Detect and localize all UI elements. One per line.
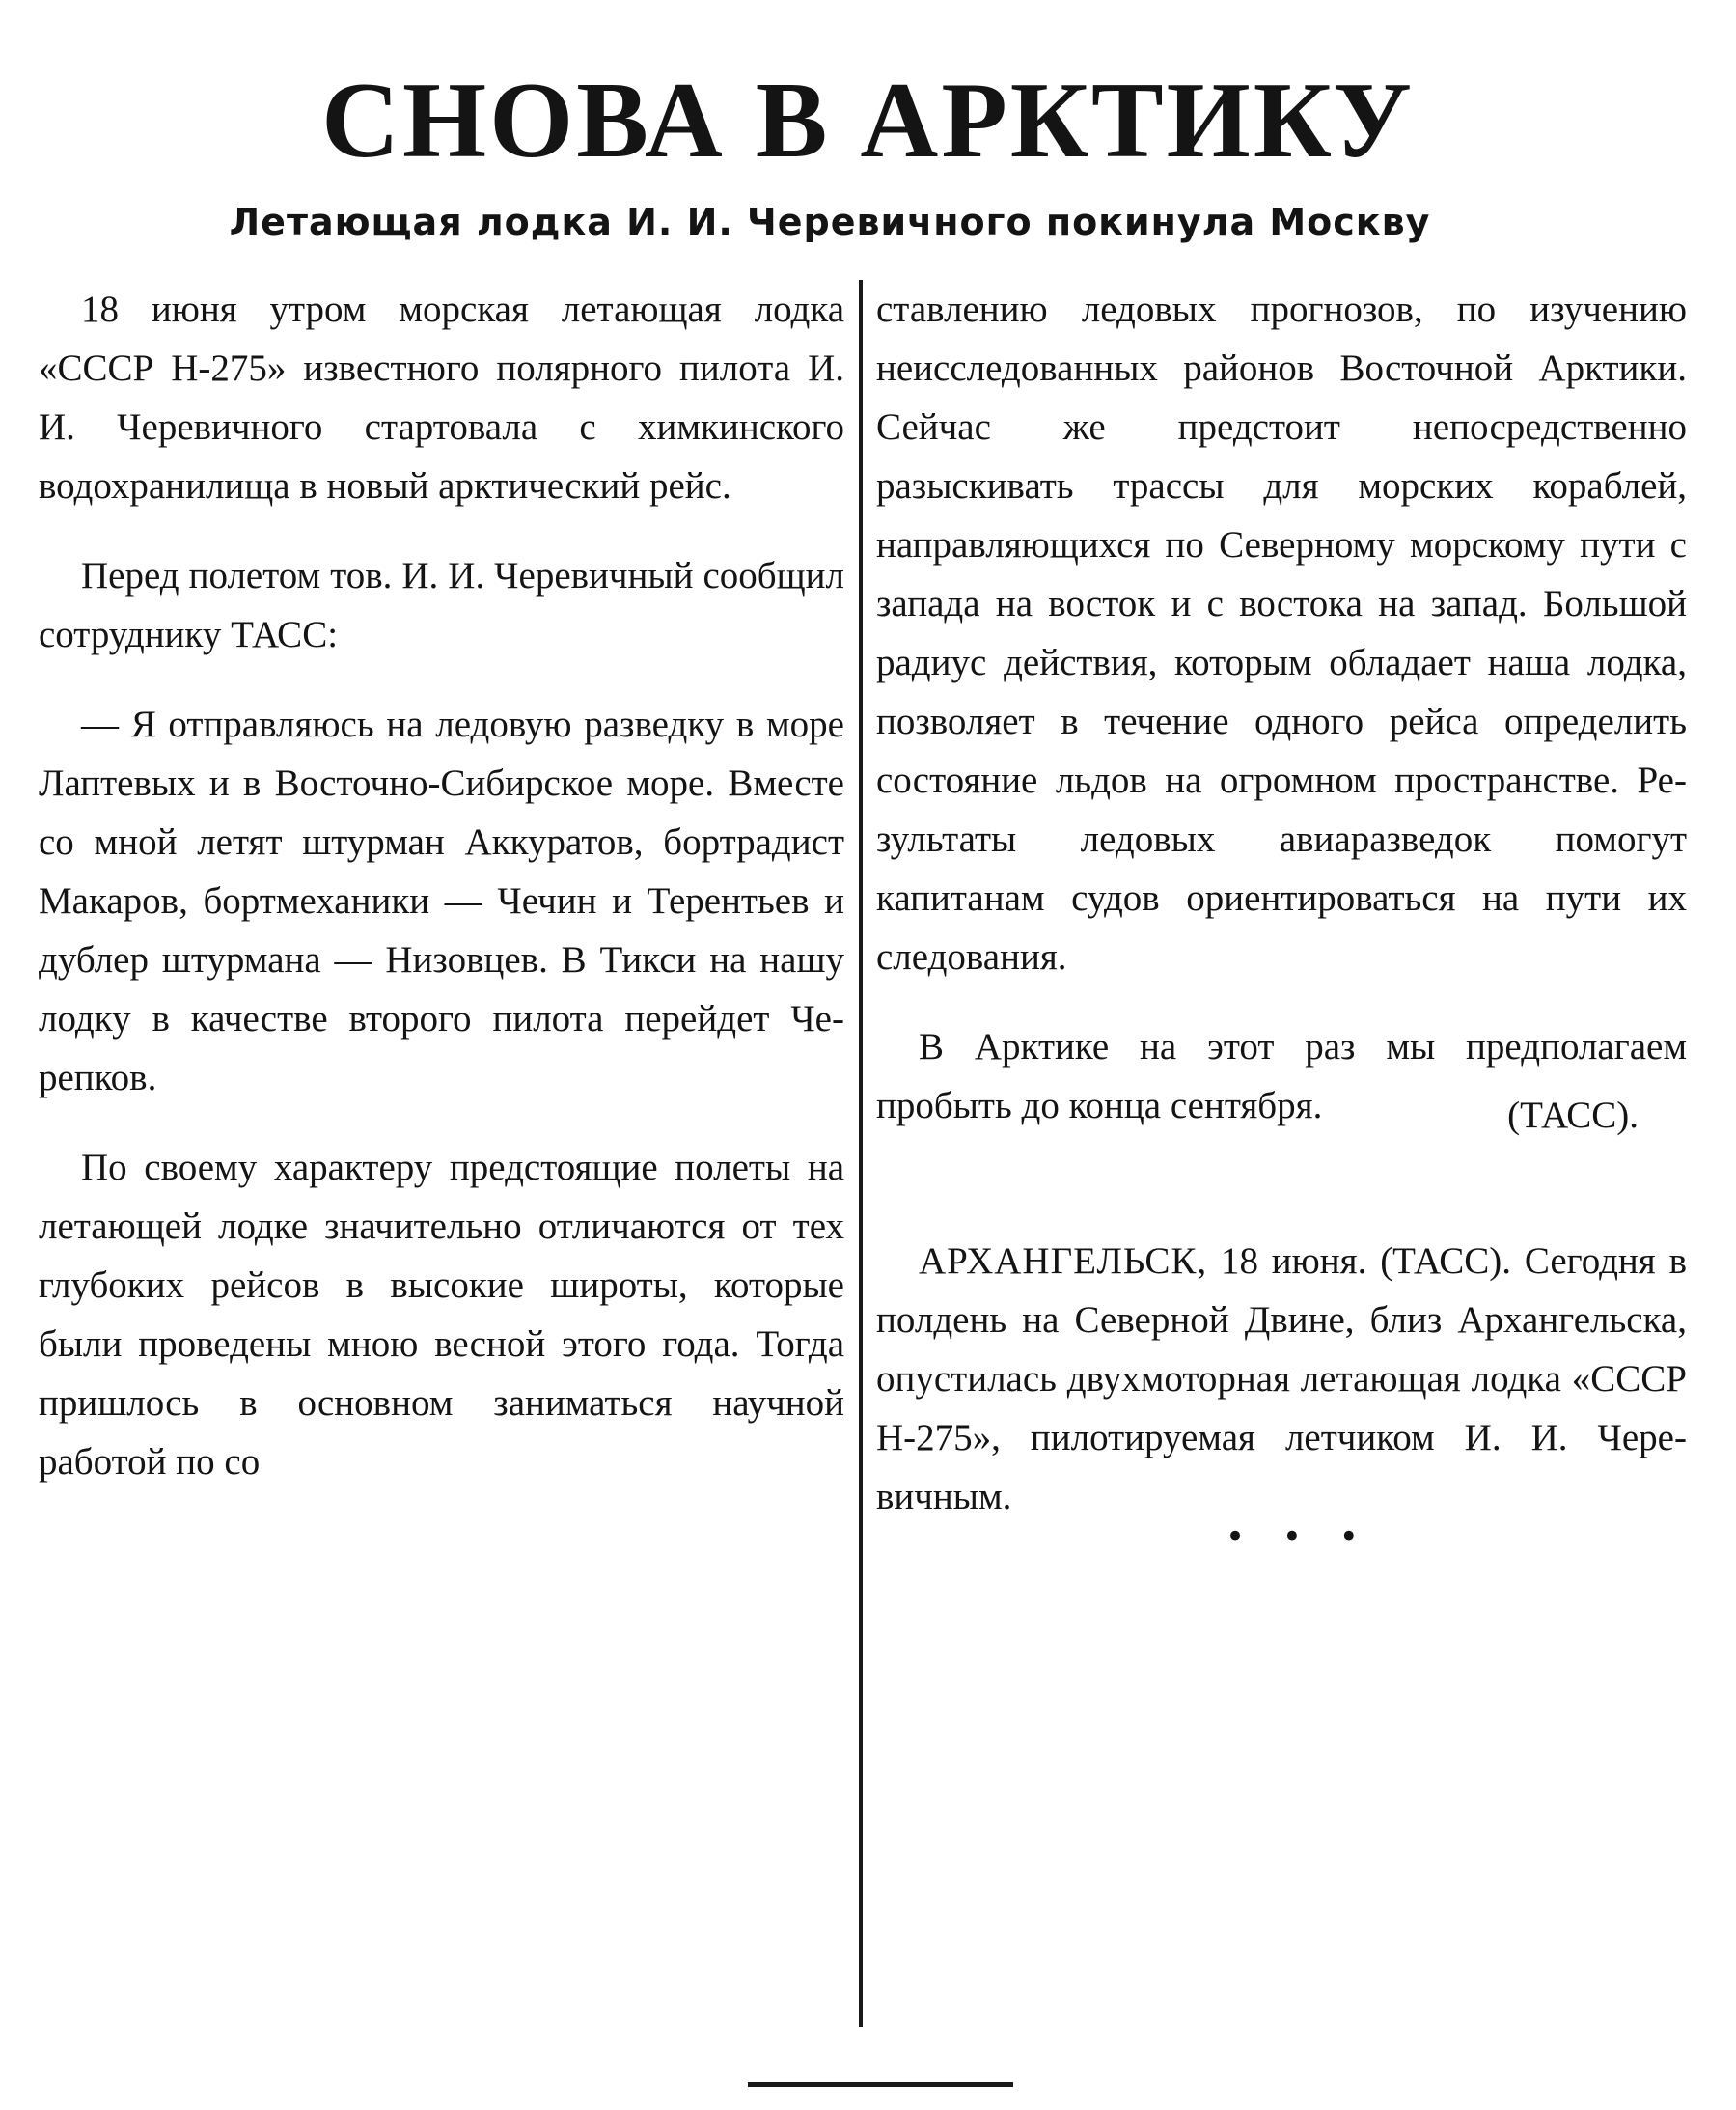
paragraph-right-3-text: 18 июня. (ТАСС). Сегодня в полдень на Северной Двине, близ Архангельска, опустилась двухмоторная летающая лодка «СССР Н-275», пилотируемая летчиком И. И. Черевичным. — [876, 1240, 1687, 1517]
bottom-rule — [748, 2082, 1013, 2087]
subheadline: Летающая лодка И. И. Черевичного покинула Москву — [229, 201, 1431, 243]
left-column — [39, 280, 844, 1522]
separator-space — [876, 1164, 1687, 1232]
paragraph-right-3 — [876, 1232, 1687, 1526]
column-divider — [859, 280, 863, 2027]
paragraph-left-2: Перед полетом тов. И. И. Черевичный сообщил сотруднику ТАСС: — [39, 555, 844, 655]
headline: СНОВА В АРКТИКУ — [321, 61, 1415, 180]
paragraph-left-1: 18 июня утром морская летающая лодка «СССР Н-275» известного полярного пилота И. И. Черевичного стартовала с химкинского водохранилища в новый арктический рейс. — [39, 289, 844, 507]
tass-signature: (ТАСС). — [1507, 1095, 1639, 1136]
dateline-place: АРХАНГЕЛЬСК, — [919, 1240, 1208, 1282]
section-separator: • • • — [1226, 1517, 1372, 1556]
paragraph-left-3: — Я отправляюсь на ледовую разведку в море Лаптевых и в Восточно-Сибирское море. Вместе со мной летят штурман Аккуратов, бортрадист Макаров, бортмеханики — Чечин и Терентьев и дублер штурмана — Низовцев. В Тикси на нашу лодку в качестве второго пилота перейдет Черепков. — [39, 704, 844, 1098]
paragraph-right-1: ставлению ледовых прогнозов, по изучению неисследованных районов Восточной Арктики. Сейчас же предстоит непосредственно разыскивать трассы для морских кораблей, направляющихся по Северному морскому пути с запада на восток и с востока на запад. Большой радиус действия, которым обладает наша лодка, позволяет в течение одного рейса определить состояние льдов на огромном пространстве. Результаты ледовых авиаразведок помогут капитанам судов ориентироваться на пути их следования. — [876, 289, 1687, 978]
paragraph-left-4: По своему характеру предстоящие полеты на летающей лодке значительно отличаются от тех глубоких рейсов в высокие широты, которые были проведены мною весной этого года. Тогда пришлось в основном заниматься научной работой по со — [39, 1147, 844, 1483]
right-column — [876, 280, 1687, 1557]
paragraph-right-2: В Арктике на этот раз мы предполагаем пробыть до конца сентября. — [876, 1026, 1687, 1126]
